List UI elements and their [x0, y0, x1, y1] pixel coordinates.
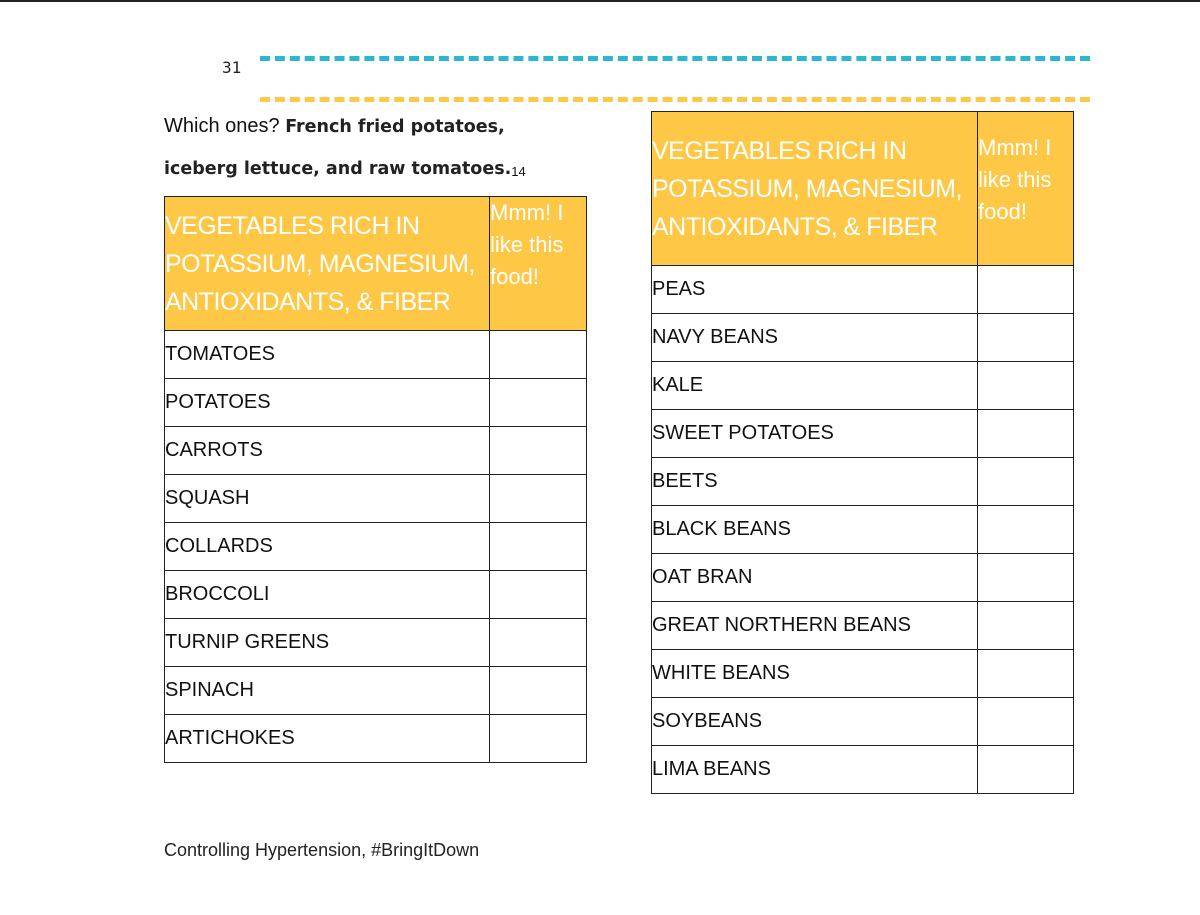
like-checkbox-cell[interactable] — [978, 458, 1074, 506]
vegetable-name: GREAT NORTHERN BEANS — [652, 602, 978, 650]
vegetable-name: COLLARDS — [165, 523, 490, 571]
vegetable-name: ARTICHOKES — [165, 715, 490, 763]
like-checkbox-cell[interactable] — [978, 266, 1074, 314]
right-vegetable-table — [651, 111, 1074, 794]
like-checkbox-cell[interactable] — [978, 362, 1074, 410]
like-checkbox-cell[interactable] — [978, 314, 1074, 362]
like-checkbox-cell[interactable] — [490, 475, 587, 523]
vegetable-name: BEETS — [652, 458, 978, 506]
like-checkbox-cell[interactable] — [490, 331, 587, 379]
vegetable-name: TOMATOES — [165, 331, 490, 379]
like-checkbox-cell[interactable] — [490, 379, 587, 427]
table-row — [652, 602, 1074, 650]
right-table-category-header: VEGETABLES RICH IN POTASSIUM, MAGNESIUM, ANTIOXIDANTS, & FIBER — [652, 112, 978, 266]
table-row — [165, 619, 587, 667]
like-checkbox-cell[interactable] — [978, 506, 1074, 554]
table-row — [165, 331, 587, 379]
like-checkbox-cell[interactable] — [490, 715, 587, 763]
page-number: 31 — [222, 58, 242, 77]
table-row — [652, 554, 1074, 602]
vegetable-name: LIMA BEANS — [652, 746, 978, 794]
vegetable-name: TURNIP GREENS — [165, 619, 490, 667]
vegetable-name: WHITE BEANS — [652, 650, 978, 698]
like-checkbox-cell[interactable] — [978, 602, 1074, 650]
vegetable-name: BROCCOLI — [165, 571, 490, 619]
table-row — [652, 266, 1074, 314]
left-table-category-header: VEGETABLES RICH IN POTASSIUM, MAGNESIUM, ANTIOXIDANTS, & FIBER — [165, 197, 490, 331]
vegetable-name: NAVY BEANS — [652, 314, 978, 362]
table-row — [165, 427, 587, 475]
intro-answer: French fried potatoes, iceberg lettuce, and raw tomatoes. — [164, 117, 512, 179]
intro-footnote: 14 — [511, 164, 526, 179]
vegetable-name: OAT BRAN — [652, 554, 978, 602]
table-row — [652, 746, 1074, 794]
like-checkbox-cell[interactable] — [978, 554, 1074, 602]
vegetable-name: SPINACH — [165, 667, 490, 715]
vegetable-name: CARROTS — [165, 427, 490, 475]
vegetable-name: KALE — [652, 362, 978, 410]
table-row — [165, 475, 587, 523]
intro-text — [164, 106, 584, 192]
like-checkbox-cell[interactable] — [978, 410, 1074, 458]
like-checkbox-cell[interactable] — [978, 650, 1074, 698]
left-vegetable-table — [164, 196, 587, 763]
top-border-line — [0, 0, 1200, 2]
vegetable-name: PEAS — [652, 266, 978, 314]
table-row — [652, 410, 1074, 458]
table-row — [652, 314, 1074, 362]
table-row — [165, 379, 587, 427]
like-checkbox-cell[interactable] — [978, 698, 1074, 746]
table-row — [165, 523, 587, 571]
right-table-like-header: Mmm! I like this food! — [978, 112, 1074, 266]
like-checkbox-cell[interactable] — [490, 523, 587, 571]
left-table-like-header: Mmm! I like this food! — [490, 197, 587, 331]
page-footer: Controlling Hypertension, #BringItDown — [164, 840, 480, 860]
left-table-header-row — [165, 197, 587, 331]
vegetable-name: POTATOES — [165, 379, 490, 427]
right-table-header-row — [652, 112, 1074, 266]
yellow-dashed-divider — [260, 97, 1090, 102]
table-row — [652, 362, 1074, 410]
vegetable-name: SWEET POTATOES — [652, 410, 978, 458]
intro-question: Which ones? — [164, 115, 280, 137]
table-row — [652, 458, 1074, 506]
like-checkbox-cell[interactable] — [490, 427, 587, 475]
vegetable-name: BLACK BEANS — [652, 506, 978, 554]
table-row — [652, 650, 1074, 698]
teal-dashed-divider — [260, 56, 1090, 61]
like-checkbox-cell[interactable] — [490, 667, 587, 715]
like-checkbox-cell[interactable] — [978, 746, 1074, 794]
table-row — [165, 571, 587, 619]
like-checkbox-cell[interactable] — [490, 571, 587, 619]
vegetable-name: SQUASH — [165, 475, 490, 523]
table-row — [165, 667, 587, 715]
table-row — [165, 715, 587, 763]
like-checkbox-cell[interactable] — [490, 619, 587, 667]
table-row — [652, 698, 1074, 746]
vegetable-name: SOYBEANS — [652, 698, 978, 746]
table-row — [652, 506, 1074, 554]
